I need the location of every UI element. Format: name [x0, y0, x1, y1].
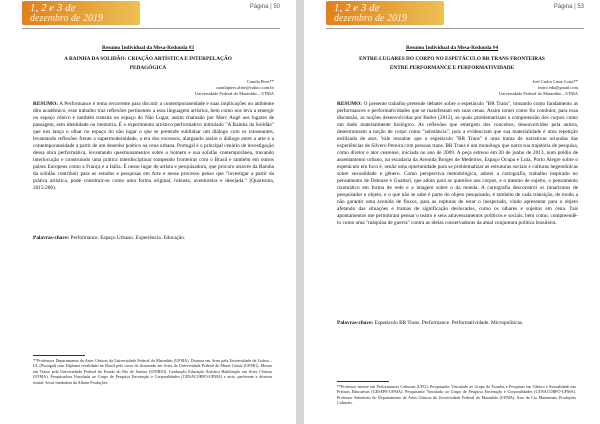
keywords-line — [337, 320, 578, 327]
page-header — [304, 0, 600, 28]
header-divider — [22, 28, 280, 29]
section-title: Resumo Individual da Mesa-Redonda #4 — [405, 45, 499, 51]
header-divider — [326, 28, 584, 29]
event-logo-banner — [326, 1, 444, 25]
author-affiliation: Universidade Federal do Maranhão – UFMA — [194, 91, 274, 96]
keywords-text: Performance. Espaço Urbano. Experiência. Educação. — [70, 235, 186, 241]
document-page-right — [304, 0, 600, 424]
abstract-text: A Performance é tema recorrente para discutir a contemporaneidade e suas implicações no ambiente dito acadêmico, esse trabalho traz reflexões pertinentes a essa linguagem artística, bem como nos leva a emergir no espaço cênico e também transita no espaço do Não Lugar, assim chamado por Marc Augé aos lugares de passagem, sem identidade ou memória. É o experimento artístico performativo intitulado "A Rainha da Solidão" que nos lança o olhar no espaço do não lugar o que se pretende sublinhar um diálogo com os transeuntes, levantando reflexões frente a supermodernidade, a era dos excessos, alargando assim o diálogo entre a arte e a contemporaneidade a partir de um desenho poético na cena urbana. Portugal é o principal cenário de investigação dessa obra performática, levantando questionamentos sobre o homem e sua solidão contemporânea, travando interlocução e construindo uma prática interdisciplinar rompendo fronteiras com o Brasil e também em outros países Europeus como a França e a Itália. É nesse lugar de artista e pesquisadora, que procuro através da Rainha da solidão contribuir para os estudos e pesquisas em Arte e nesse processo penso que "investigar a partir da prática artística, pode constituir-se como uma forma original, robusta, aventureira e desejada." (Quaresma, 2015:206). — [33, 101, 274, 191]
abstract-paragraph — [337, 101, 578, 227]
abstract-label: RESUMO: — [337, 101, 363, 107]
page-number: Página | 50 — [249, 4, 280, 10]
footnote-divider — [337, 381, 389, 382]
section-title: Resumo Individual da Mesa-Redonda #3 — [101, 45, 195, 51]
event-logo-banner — [22, 1, 140, 25]
keywords-line — [33, 235, 274, 242]
author-footnote: **Professor mestre em Performances Culturais (UFG). Pesquisador Vinculado ao Grupo de Estudos e Pesquisas em Gênero e Sexualidade nas Práticas Educativas (GESEPE-UFMA). Pesquisador Vinculado ao Grupo de Pesquisa Encenação e Corporalidades (CENACORPO-UFMA). Professor Substituto do Departamento de Artes Cênicas da Universidade Federal do Maranhão (UFMA). Ator da Cia Mutamento Produções Culturais. — [337, 384, 576, 406]
keywords-label: Palavras-chave: — [337, 320, 374, 326]
keywords-text: Espetáculo BR Trans. Performance. Performatividade. Micropolíticas. — [374, 320, 524, 326]
paper-title-line-2: ENTRE PERFORMANCE E PERFORMATIVIDADE — [389, 65, 515, 71]
paper-title-line-1: A RAINHA DA SOLIDÃO: CRIAÇÃO ARTÍSTICA E INTERPELAÇÃO — [64, 56, 232, 62]
abstract-paragraph — [33, 101, 274, 192]
document-page-left — [0, 0, 296, 424]
event-logo-dates: 1, 2 e 3 de — [30, 2, 76, 14]
paper-title-line-1: ENTRE-LUGARES DO CORPO NO ESPETÁCULO BR TRANS FRONTEIRAS — [359, 56, 545, 62]
author-footnote: **Professora Departamento de Artes Cênicas da Universidade Federal do Maranhão (UFMA). Doutora em Artes pela Universidade de Lisboa – UL (Portugal) com Diploma revalidado no Brasil pelo curso de doutorado em Artes da Universidade Federal de Minas Gerais (UFMG). Mestra em Teatro pela Universidade Federal do Estado do Rio de Janeiro (UNIRIO). Graduação Educação Artística Habilitação em Artes Cênicas (UFMA). Pesquisadora Vinculada ao Grupo de Pesquisa Encenação e Corporalidades (CENACORPO-UFMA) e atriz, performer e diretora teatral. Sócia fundadora da Alfaiar Produções. — [33, 358, 272, 385]
author-email: camilapires.aline@yahoo.com.br — [215, 85, 274, 90]
author-affiliation: Universidade Federal do Maranhão – UFMA — [498, 91, 578, 96]
author-name: Joel Carlos Lima Costa** — [532, 79, 578, 84]
author-name: Camila Pires** — [247, 79, 274, 84]
footnote-divider — [33, 355, 85, 356]
page-header — [0, 0, 296, 28]
paper-title-line-2: PEDAGÓGICA — [129, 65, 167, 71]
event-logo-month: dezembro de 2019 — [30, 13, 103, 24]
abstract-label: RESUMO: — [33, 101, 59, 107]
author-email: teatro.edu@gmail.com — [537, 85, 578, 90]
abstract-text: O presente trabalho pretende debater sobre o espetáculo "BR Trans", tomando como fundamento as performances e performatividades que se manifestam em suas cenas. Assim tomei como fio condutor, para essa discussão, as noções desenvolvidas por Butler (2012), as quais problematizam a compreensão dos corpos como um dado materialmente biológico. As reflexões que emergem dos conceitos, desenvolvidos pela autora, desestruturam a noção de corpo como "substância", pois a evidenciam que sua materialidade é uma repetição estilizada de atos. Vale ressaltar que o espetáculo "BR Trans" é uma trama de narrativas oriundas das experiências de Silvero Pereira com pessoas trans. BR Trans é um monólogo que narra sua trajetória de pesquisa, como diretor e ator cearense, iniciada no ano de 2009. A peça estreou em 20 de junho de 2013, num prédio de assentamento urbano, na escadaria da Avenida Borges de Medeiros, Espaço Ocupa e Luta, Porto Alegre sobre o espetáculo em foco é, senão uma oportunidade para se problematizar as estruturas sociais e culturas hegemônicas sobre sexualidade e gênero. Como perspectiva metodológica, adotei a cartografia, trabalho inspirado no pensamento de Deleuze e Guattari, que adoto para as questões aos corpos, e o mesmo de sujeito, o pensamento rizomático em forma de rede e a imagem sobre o da moeda. A cartografia desconstrói os binarismos de pesquisador e objeto, e o que não se sabe é parte do objeto pesquisado, é também de cada transição, de modo a não garantir uma avenida de fluxos, para as rupturas de estar o inesperado, vindo apresentar para o objeto afetando das situações e tramas de significação deslocados, como os olhares e sujeitos em cena. Tais apontamentos me permitiram pensar o teatro e seus atravessamentos políticos e sociais, bem como, compreendê-lo como uma "máquina de guerra" contra as ideias conservadoras da atual conjuntura política brasileira. — [337, 101, 578, 226]
page-number: Página | 53 — [553, 4, 584, 10]
event-logo-dates: 1, 2 e 3 de — [334, 2, 380, 14]
keywords-label: Palavras-chave: — [33, 235, 70, 241]
event-logo-month: dezembro de 2019 — [334, 13, 407, 24]
